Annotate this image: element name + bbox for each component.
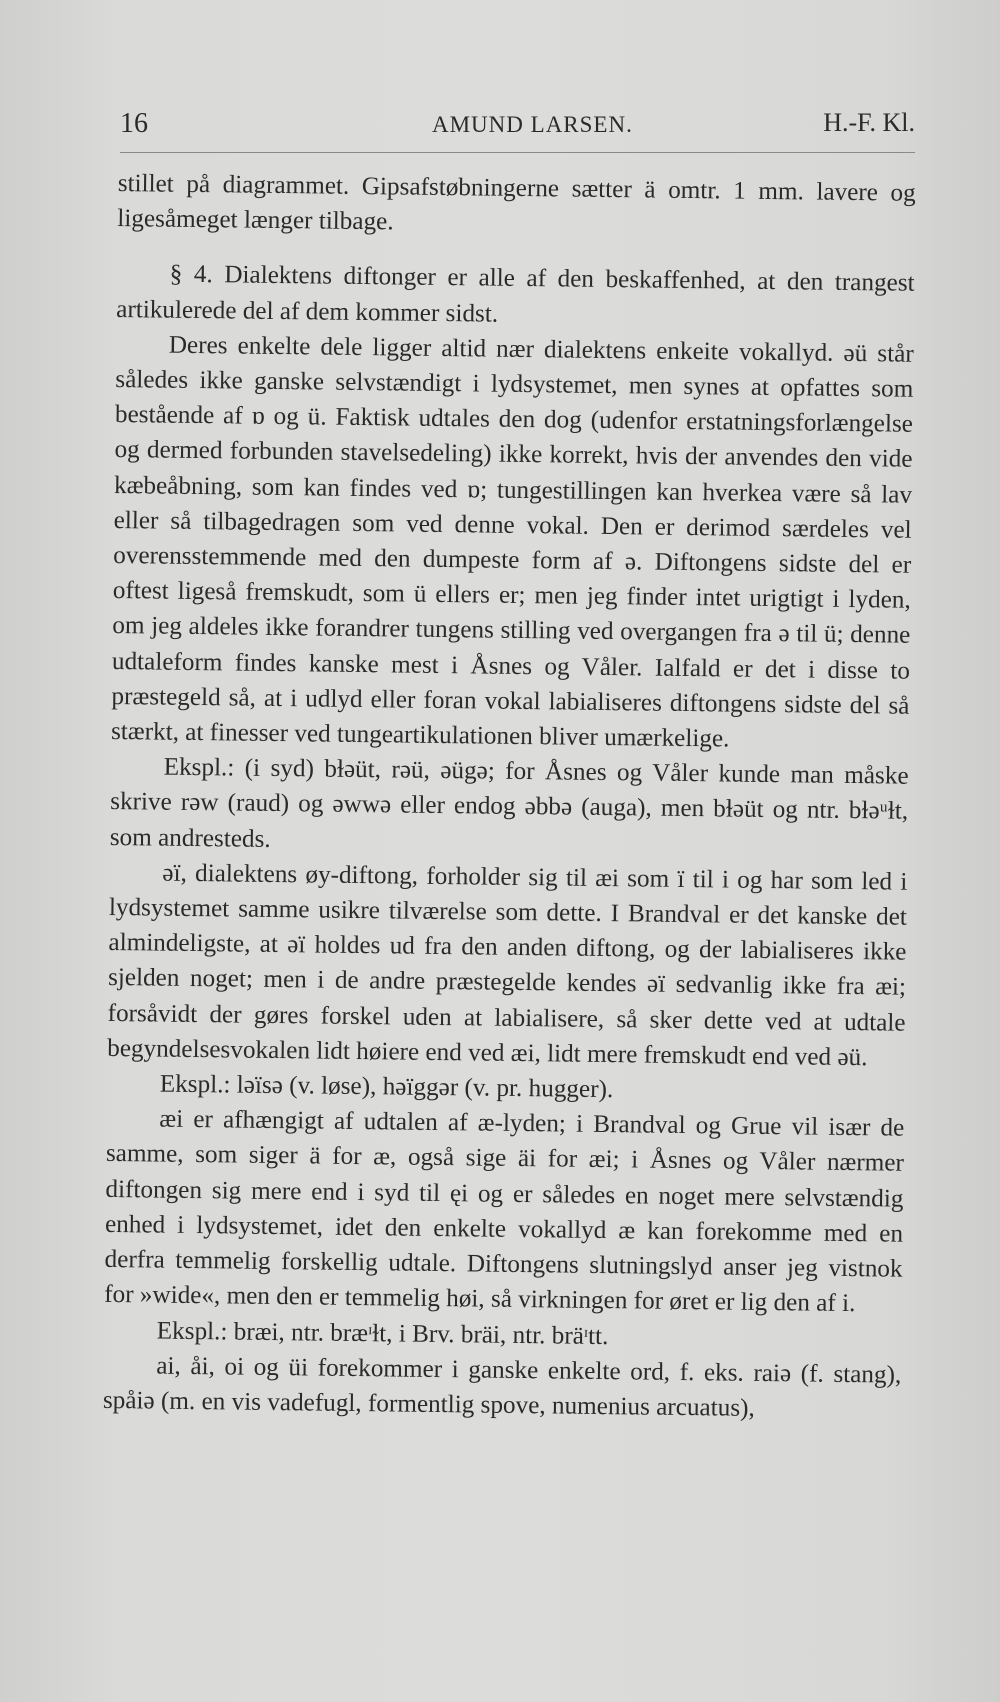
page-number: 16 xyxy=(120,108,148,139)
paragraph-eu-diphthong: Deres enkelte dele ligger altid nær dialektens enkeite vokallyd. əü står således ikke ganske selvstændigt i lydsystemet, men synes at opfattes som bestående af ɒ og ü. Faktisk udtales den dog (udenfor erstatningsforlængelse og dermed forbunden stavelsedeling) ikke korrekt, hvis der anvendes den vide kæbeåbning, som kan findes ved ɒ; tungestillingen kan hverkea være så lav eller så tilbagedragen som ved denne vokal. Den er derimod særdeles vel overensstemmende med den dumpeste form af ə. Diftongens sidste del er oftest ligeså fremskudt, som ü ellers er; men jeg finder intet urigtigt i lyden, om jeg aldeles ikke forandrer tungens stilling ved overgangen fra ə til ü; denne udtaleform findes kanske mest i Åsnes og Våler. Ialfald er det i disse to præstegeld så, at i udlyd eller foran vokal labialiseres diftongens sidste del så stærkt, at finesser ved tungeartikulationen bliver umærkelige. xyxy=(110,331,914,753)
running-title-class: H.-F. Kl. xyxy=(823,108,915,137)
paragraph-example-3: Ekspl.: bræi, ntr. bræᶦɫt, i Brv. bräi, ntr. bräᶦtt. xyxy=(156,1317,609,1350)
running-title-author: AMUND LARSEN. xyxy=(432,112,633,137)
paragraph-example-1: Ekspl.: (i syd) bɫəüt, rəü, əügə; for Åsnes og Våler kunde man måske skrive rəw (raud) og əwwə eller endog əbbə (auga), men bɫəüt og ntr. bɫəᵘɫt, som andresteds. xyxy=(109,753,909,853)
paragraph-section-4: § 4. Dialektens diftonger er alle af den beskaffenhed, at den trangest artikulerede del af dem kommer sidst. xyxy=(116,261,915,328)
paragraph-oy-diphthong: əï, dialektens øy-diftong, forholder sig til æi som ï til i og har som led i lydsystemet samme usikre tilværelse som dette. I Brandval er det kanske det almindeligste, at əï holdes ud fra den anden diftong, og der labialiseres ikke sjelden noget; men i de andre præstegelde kendes əï sedvanlig ikke fra æi; forsåvidt der gøres forskel uden at labialisere, så sker dette ved at udtale begyndelsesvokalen lidt høiere end ved æi, lidt mere fremskudt end ved əü. xyxy=(107,859,908,1072)
paragraph-continuation: stillet på diagrammet. Gipsafstøbningerne sætter ä omtr. 1 mm. lavere og ligesåmeget længer tilbage. xyxy=(117,169,916,236)
paragraph-example-2: Ekspl.: ləïsə (v. løse), həïggər (v. pr. hugger). xyxy=(159,1070,614,1104)
paragraph-ae-diphthong: æi er afhængigt af udtalen af æ-lyden; i Brandval og Grue vil især de samme, som siger ä for æ, også sige äi for æi; i Åsnes og Våler nærmer diftongen sig mere end i syd til ęi og er således en noget mere selvstændig enhed i lydsystemet, idet den enkelte vokallyd æ kan forekomme med en derfra temmelig forskellig udtale. Diftongens slutningslyd anser jeg vistnok for »wide«, men den er temmelig høi, så virkningen for øret er lig den af i. xyxy=(104,1105,905,1318)
paragraph-other-diphthongs: ai, åi, oi og üi forekommer i ganske enkelte ord, f. eks. raiə (f. stang), spåiə (m. en vis vadefugl, formentlig spove, numenius arcuatus), xyxy=(102,1352,902,1422)
body-text xyxy=(103,166,916,1428)
header-rule xyxy=(120,152,915,153)
running-header xyxy=(120,108,915,148)
